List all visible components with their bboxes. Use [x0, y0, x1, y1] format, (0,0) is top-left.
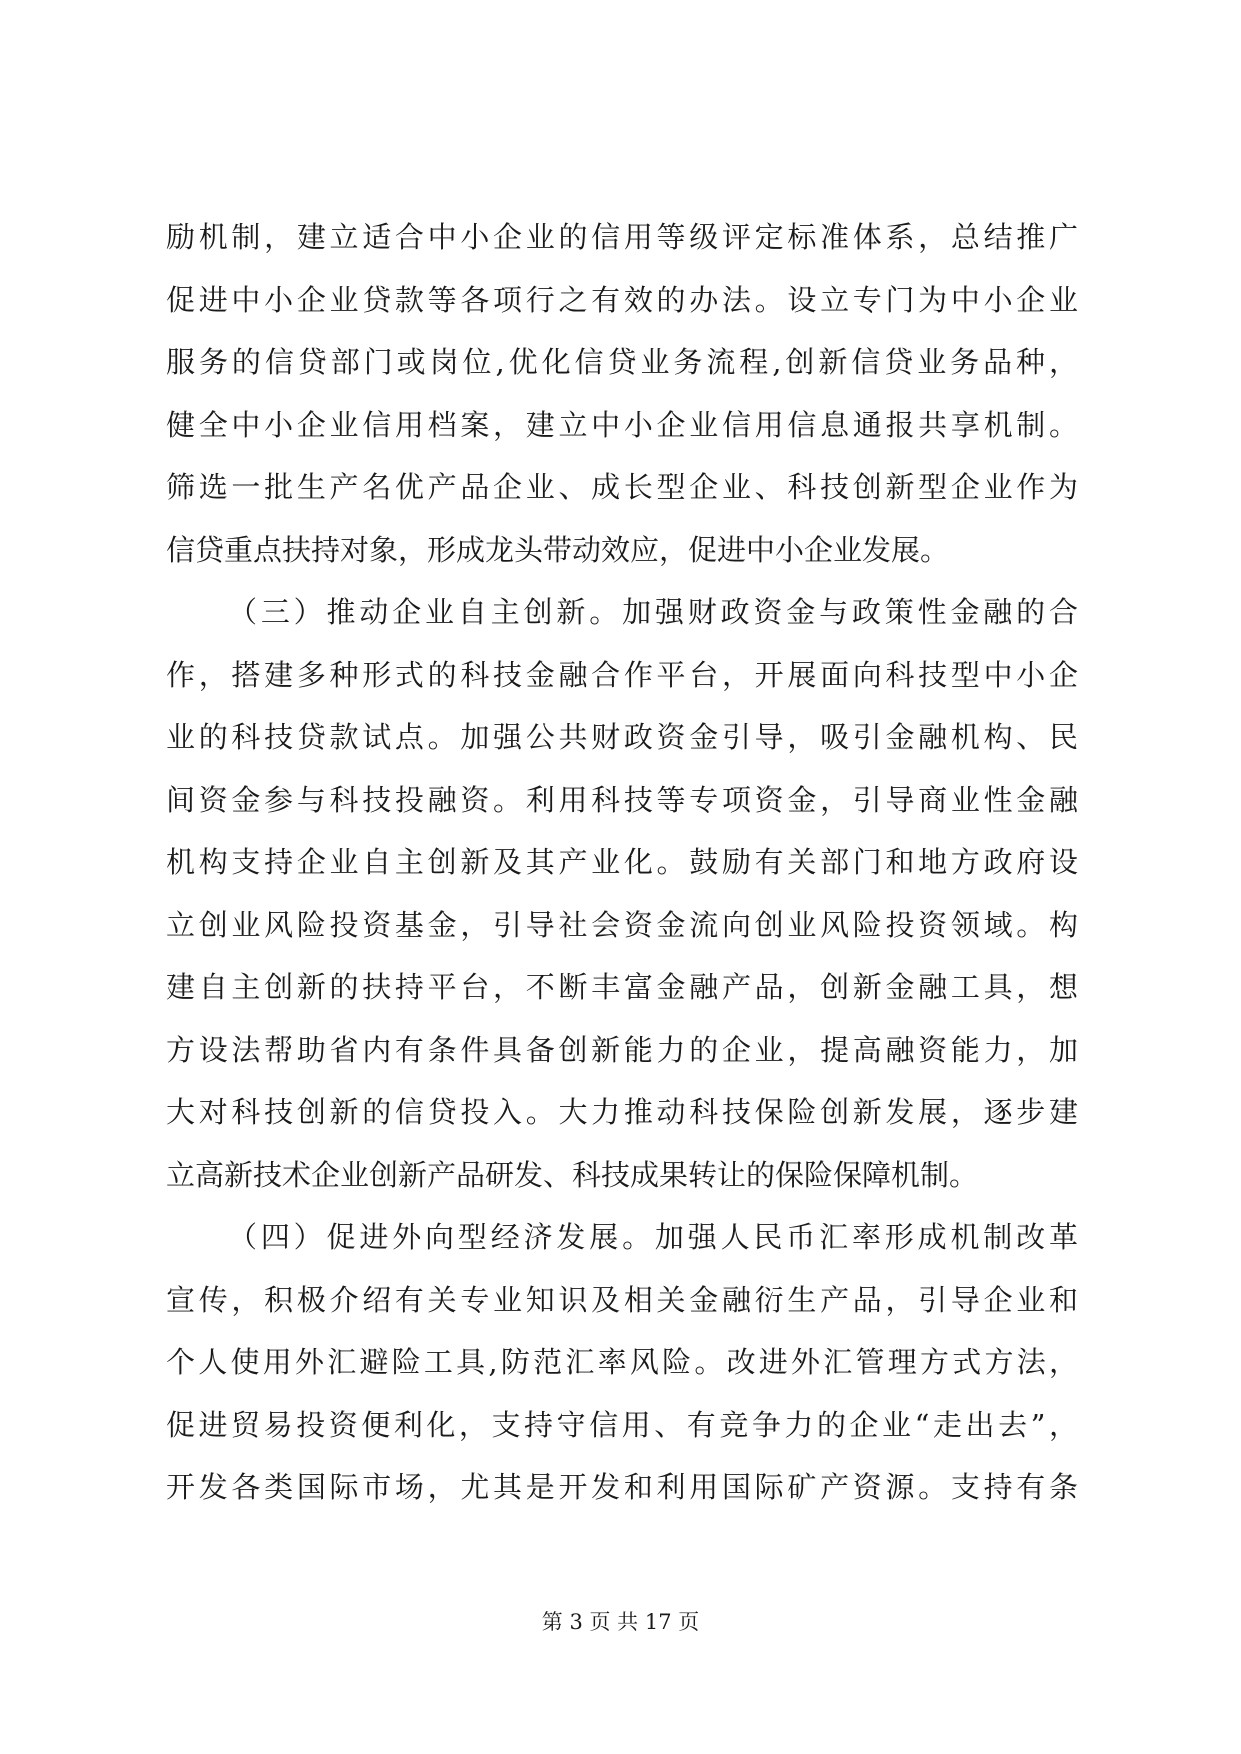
- text-line: 服务的信贷部门或岗位,优化信贷业务流程,创新信贷业务品种，: [166, 345, 1078, 379]
- text-line: 建自主创新的扶持平台，不断丰富金融产品，创新金融工具，想: [166, 970, 1078, 1004]
- body-text: [166, 206, 1078, 1519]
- text-line: 业的科技贷款试点。加强公共财政资金引导，吸引金融机构、民: [166, 720, 1078, 754]
- text-line: 作，搭建多种形式的科技金融合作平台，开展面向科技型中小企: [166, 657, 1078, 692]
- text-line: 促进中小企业贷款等各项行之有效的办法。设立专门为中小企业: [166, 282, 1078, 317]
- section-heading-line: （四）促进外向型经济发展。加强人民币汇率形成机制改革: [228, 1220, 1078, 1254]
- text-line: 励机制，建立适合中小企业的信用等级评定标准体系，总结推广: [166, 220, 1078, 254]
- page-number-label: 第 3 页 共 17 页: [541, 1610, 700, 1634]
- text-line: 立高新技术企业创新产品研发、科技成果转让的保险保障机制。: [166, 1157, 979, 1192]
- text-line: 宣传，积极介绍有关专业知识及相关金融衍生产品，引导企业和: [166, 1282, 1078, 1317]
- text-line: 间资金参与科技投融资。利用科技等专项资金，引导商业性金融: [166, 782, 1078, 817]
- text-line: 健全中小企业信用档案，建立中小企业信用信息通报共享机制。: [166, 407, 1078, 442]
- text-line: 立创业风险投资基金，引导社会资金流向创业风险投资领域。构: [166, 907, 1078, 942]
- page-footer: [0, 1607, 1241, 1637]
- text-line: 筛选一批生产名优产品企业、成长型企业、科技创新型企业作为: [166, 470, 1078, 504]
- text-line: 信贷重点扶持对象，形成龙头带动效应，促进中小企业发展。: [166, 532, 950, 567]
- text-line: 开发各类国际市场，尤其是开发和利用国际矿产资源。支持有条: [166, 1470, 1078, 1504]
- section-heading-line: （三）推动企业自主创新。加强财政资金与政策性金融的合: [228, 595, 1078, 629]
- text-line: 促进贸易投资便利化，支持守信用、有竞争力的企业“走出去”，: [166, 1407, 1078, 1442]
- text-line: 大对科技创新的信贷投入。大力推动科技保险创新发展，逐步建: [166, 1095, 1078, 1129]
- text-line: 机构支持企业自主创新及其产业化。鼓励有关部门和地方政府设: [166, 845, 1078, 879]
- text-line: 个人使用外汇避险工具,防范汇率风险。改进外汇管理方式方法，: [166, 1345, 1078, 1379]
- text-line: 方设法帮助省内有条件具备创新能力的企业，提高融资能力，加: [166, 1032, 1078, 1067]
